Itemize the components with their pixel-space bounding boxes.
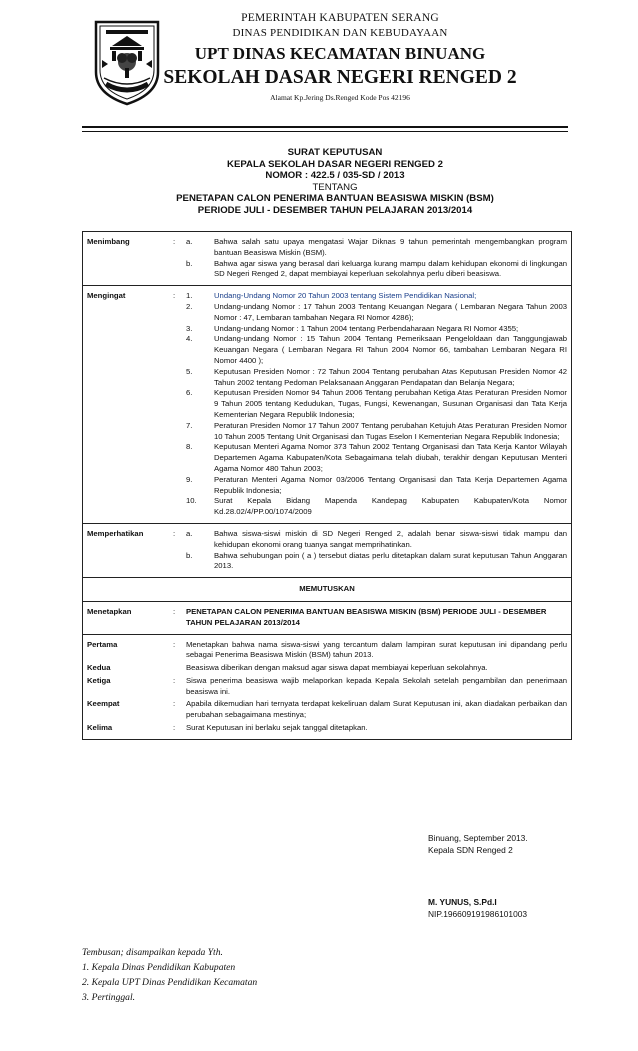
letterhead <box>160 10 520 106</box>
list-item <box>186 475 567 497</box>
diktum-colon: : <box>173 639 176 649</box>
diktum-label: Pertama <box>87 639 118 649</box>
memutuskan-heading: MEMUTUSKAN <box>299 584 355 594</box>
decree-number: NOMOR : 422.5 / 035-SD / 2013 <box>265 170 405 181</box>
item-number: 7. <box>186 420 193 430</box>
diktum-text: Apabila dikemudian hari ternyata terdapat kekeliruan dalam Surat Keputusan ini, akan diadakan perbaikan dan perubahan sebagaimana mestinya; <box>186 699 567 720</box>
list-item <box>186 367 567 389</box>
item-text: Surat Kepala Bidang Mapenda Kandepag Kabupaten Kabupaten/Kota Nomor Kd.28.02/4/PP.00/1074/2009 <box>214 496 567 517</box>
carbon-copy-heading: Tembusan; disampaikan kepada Yth. <box>82 947 223 958</box>
section-colon: : <box>173 606 176 616</box>
section-memperhatikan <box>83 524 571 578</box>
item-text: Undang-undang Nomor : 15 Tahun 2004 Tentang Pemeriksaan Pengeloldaan dan Tanggungjawab Keuangan Negara ( Lembaran Negara RI Tahun 2004 Nomor 66, tambahan Lembaran Negara RI Nomor 4400 ); <box>214 334 567 365</box>
item-number: 4. <box>186 334 193 344</box>
list-item <box>186 237 567 259</box>
carbon-copy-item: 3. Pertinggal. <box>82 992 136 1003</box>
diktum-colon: : <box>173 675 176 685</box>
diktum-row <box>87 639 567 663</box>
item-number: a. <box>186 237 193 246</box>
letterhead-thick-divider <box>82 126 568 128</box>
item-text: Bahwa salah satu upaya mengatasi Wajar Diknas 9 tahun pemerintah mengembangkan program bantuan Beasiswa Miskin (BSM). <box>214 237 567 257</box>
item-text: Undang-Undang Nomor 20 Tahun 2003 tentang Sistem Pendidikan Nasional; <box>214 291 477 301</box>
item-number: 1. <box>186 291 193 301</box>
diktum-row <box>87 662 567 675</box>
list-item <box>186 421 567 443</box>
letterhead-department: DINAS PENDIDIKAN DAN KEBUDAYAAN <box>232 27 448 39</box>
item-text: Undang-undang Nomor : 17 Tahun 2003 Tentang Keuangan Negara ( Lembaran Negara Tahun 2003 Nomor : 47, Lembaran tambahan Negara RI Nomor 4286); <box>214 301 567 322</box>
item-text: Bahwa agar siswa yang berasal dari keluarga kurang mampu dalam kehidupan ekonomi di lingkungan SD Negeri Renged 2, dapat membiayai keperluan sekolahnya perlu diberi beasiswa. <box>214 258 567 279</box>
list-item <box>186 496 567 518</box>
item-text: Bahwa siswa-siswi miskin di SD Negeri Renged 2, adalah benar siswa-siswi tidak mampu dan kehidupan ekonomi orang tuanya sangat memprihatinkan. <box>214 528 567 549</box>
diktum-text: Siswa penerima beasiswa wajib melaporkan kepada Kepala Sekolah setelah pengambilan dan penerimaan beasiswa ini. <box>186 675 567 696</box>
regency-emblem-icon <box>92 12 162 107</box>
diktum-label: Kelima <box>87 723 113 733</box>
list-item <box>186 291 567 302</box>
list-item <box>186 551 567 573</box>
decree-subject: PENETAPAN CALON PENERIMA BANTUAN BEASISWA MISKIN (BSM) <box>176 193 494 204</box>
item-text: Keputusan Presiden Nomor 94 Tahun 2006 Tentang perubahan Ketiga Atas Peraturan Presiden Nomor 9 Tahun 2005 tentang Kedudukan, Tugas, Fungsi, Kewenangan, Susunan Organisasi dan Tata Kerja Kementerian Negara Republik Indonesia; <box>214 388 567 419</box>
decree-title: SURAT KEPUTUSAN <box>287 147 383 158</box>
diktum-colon: : <box>173 723 176 733</box>
decree-issuer: KEPALA SEKOLAH DASAR NEGERI RENGED 2 <box>227 158 443 170</box>
item-text: Peraturan Menteri Agama Nomor 03/2006 Tentang Organisasi dan Tata Kerja Departemen Agama Republik Indonesia; <box>214 474 567 495</box>
item-text: Peraturan Presiden Nomor 17 Tahun 2007 Tentang perubahan Ketujuh Atas Peraturan Presiden Nomor 10 Tahun 2005 Tentang Unit Organisasi dan Tugas Eselon I Kementerian Negara Republik Indonesia; <box>214 420 567 441</box>
list-item <box>186 302 567 324</box>
item-number: b. <box>186 550 193 560</box>
section-colon: : <box>173 237 176 246</box>
signature-name: M. YUNUS, S.Pd.I <box>428 897 497 907</box>
diktum-text: Menetapkan bahwa nama siswa-siswi yang tercantum dalam lampiran surat keputusan ini dipandang perlu sebagai Penerima Beasiswa Miskin (BSM) tahun 2013. <box>186 639 567 660</box>
list-item <box>186 529 567 551</box>
diktum-row <box>87 722 567 735</box>
item-text: Keputusan Presiden Nomor : 72 Tahun 2004 Tentang perubahan Atas Keputusan Presiden Nomor 42 Tahun 2002 tentang Pedoman Pelaksanaan Anggaran Pendapatan dan Belanja Negara; <box>214 366 567 387</box>
list-item <box>186 442 567 474</box>
decree-period: PERIODE JULI - DESEMBER TAHUN PELAJARAN 2013/2014 <box>197 204 473 216</box>
decree-title-block <box>80 147 590 216</box>
letterhead-government: PEMERINTAH KABUPATEN SERANG <box>241 12 439 24</box>
section-label: Menimbang <box>87 237 130 246</box>
diktum-label: Ketiga <box>87 675 111 685</box>
section-label: Mengingat <box>87 291 126 301</box>
item-number: 8. <box>186 442 193 452</box>
item-number: a. <box>186 528 193 538</box>
diktum-row <box>87 675 567 699</box>
diktum-row <box>87 698 567 722</box>
diktum-text: Surat Keputusan ini berlaku sejak tanggal ditetapkan. <box>186 723 368 733</box>
signature-place-date: Binuang, September 2013. <box>428 833 528 843</box>
section-colon: : <box>173 528 176 538</box>
section-menimbang <box>83 232 571 286</box>
list-item <box>186 334 567 366</box>
section-body <box>186 529 567 572</box>
diktum-colon <box>173 663 186 674</box>
signature-nip: NIP.196609191986101003 <box>428 909 528 919</box>
diktum-label: Keempat <box>87 699 120 709</box>
item-number: 3. <box>186 323 193 333</box>
list-item <box>186 324 567 335</box>
section-menetapkan <box>83 602 571 635</box>
section-body <box>186 291 567 518</box>
carbon-copy-item: 2. Kepala UPT Dinas Pendidikan Kecamatan <box>82 977 258 988</box>
letterhead-thin-divider <box>82 131 568 132</box>
menetapkan-text: PENETAPAN CALON PENERIMA BANTUAN BEASISWA MISKIN (BSM) PERIODE JULI - DESEMBER TAHUN PELAJARAN 2013/2014 <box>186 606 547 627</box>
item-text: Undang-undang Nomor : 1 Tahun 2004 tentang Perbendaharaan Negara RI Nomor 4355; <box>214 323 519 333</box>
section-memutuskan <box>83 578 571 602</box>
item-text: Bahwa sehubungan poin ( a ) tersebut diatas perlu ditetapkan dalam surat keputusan Tahun Anggaran 2013. <box>214 550 567 571</box>
carbon-copy-item: 1. Kepala Dinas Pendidikan Kabupaten <box>82 962 236 973</box>
section-label: Memperhatikan <box>87 528 144 538</box>
item-number: 5. <box>186 366 193 376</box>
diktum-label: Kedua <box>87 663 111 673</box>
letterhead-upt: UPT DINAS KECAMATAN BINUANG <box>194 44 486 63</box>
list-item <box>186 259 567 281</box>
section-diktum <box>83 635 571 739</box>
item-number: 10. <box>186 496 197 506</box>
signature-position: Kepala SDN Renged 2 <box>428 845 513 855</box>
section-colon: : <box>173 291 176 301</box>
carbon-copy-list <box>82 945 257 1005</box>
item-number: 2. <box>186 301 193 311</box>
list-item <box>186 388 567 420</box>
letterhead-address: Alamat Kp.Jering Ds.Renged Kode Pos 42196 <box>270 93 410 102</box>
item-text: Keputusan Menteri Agama Nomor 373 Tahun 2002 Tentang Organisasi dan Tata Kerja Kantor Wilayah Departemen Agama Kabupaten/Kota Sebagaimana telah diubah, terakhir dengan Keputusan Menteri Agama Nomor 480 Tahun 2003; <box>214 442 567 473</box>
diktum-text: Beasiswa diberikan dengan maksud agar siswa dapat membiayai keperluan sekolahnya. <box>186 663 488 673</box>
section-mengingat <box>83 286 571 524</box>
letterhead-school-name: SEKOLAH DASAR NEGERI RENGED 2 <box>163 67 517 88</box>
section-body <box>186 237 567 280</box>
diktum-colon: : <box>173 699 176 709</box>
item-number: 6. <box>186 388 193 398</box>
item-number: b. <box>186 258 193 268</box>
decree-table <box>82 231 572 740</box>
section-label: Menetapkan <box>87 606 132 616</box>
item-number: 9. <box>186 474 193 484</box>
decree-about-label: TENTANG <box>312 181 358 193</box>
